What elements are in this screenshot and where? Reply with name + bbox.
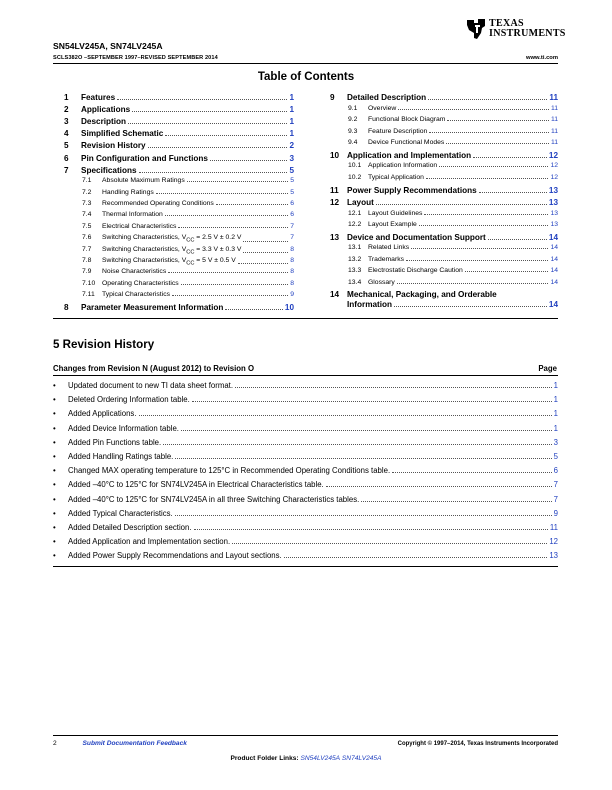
toc-leader-dots: [181, 283, 289, 285]
leader-dots: [194, 528, 548, 530]
toc-entry-page[interactable]: 13: [548, 185, 558, 195]
change-item: [53, 381, 558, 390]
logo-wordmark: [489, 19, 566, 39]
toc-entry[interactable]: [348, 162, 558, 169]
toc-entry-label: Functional Block Diagram: [368, 116, 446, 124]
change-item: [53, 409, 558, 418]
change-page-link[interactable]: 1: [553, 381, 558, 390]
document-title: SN54LV245A, SN74LV245A: [53, 41, 163, 51]
toc-entry[interactable]: [330, 290, 558, 299]
toc-leader-dots: [429, 131, 549, 133]
change-text: Deleted Ordering Information table.: [68, 395, 190, 405]
toc-entry-number: 13.3: [348, 267, 362, 275]
toc-entry[interactable]: [64, 105, 294, 114]
toc-entry-label: Thermal Information: [102, 211, 163, 219]
leader-dots: [192, 400, 552, 402]
toc-entry-number: 13.2: [348, 255, 362, 263]
change-page-link[interactable]: 7: [553, 480, 558, 490]
toc-entry-number: 9.3: [348, 127, 358, 135]
toc-entry-number: 7.2: [82, 188, 92, 196]
toc-entry-page[interactable]: 3: [289, 153, 294, 163]
logo-line-2: INSTRUMENTS: [489, 28, 566, 39]
toc-entry-number: 7.4: [82, 211, 92, 219]
toc-entry-page[interactable]: 6: [290, 211, 294, 219]
toc-entry-page[interactable]: 1: [289, 117, 294, 127]
toc-entry-number: 7.9: [82, 268, 92, 276]
toc-entry[interactable]: [64, 129, 294, 138]
leader-dots: [284, 556, 548, 558]
toc-entry-page[interactable]: 2: [289, 141, 294, 151]
toc-entry-page[interactable]: 8: [290, 256, 294, 264]
toc-entry[interactable]: [82, 223, 294, 230]
toc-entry-label: Description: [81, 117, 127, 127]
toc-entry-page[interactable]: 12: [550, 173, 558, 181]
changes-top-rule: [53, 375, 558, 376]
toc-entry-label: Related Links: [368, 244, 410, 252]
toc-entry-page[interactable]: 8: [290, 279, 294, 287]
toc-entry-label: Electrical Characteristics: [102, 222, 177, 230]
toc-entry[interactable]: [348, 105, 558, 112]
toc-leader-dots: [397, 282, 549, 284]
change-page-link[interactable]: 5: [553, 452, 558, 461]
change-page-link[interactable]: 6: [553, 466, 558, 476]
toc-entry-page[interactable]: 11: [550, 116, 558, 124]
toc-entry-page[interactable]: 6: [290, 200, 294, 208]
feedback-link[interactable]: Submit Documentation Feedback: [82, 740, 187, 747]
toc-entry-number: 9.2: [348, 116, 358, 124]
toc-entry-number: 2: [64, 105, 69, 115]
leader-dots: [181, 429, 552, 431]
toc-entry-page[interactable]: 14: [550, 244, 558, 252]
toc-leader-dots: [394, 305, 547, 307]
ti-logo[interactable]: [465, 17, 566, 43]
change-text: Added Detailed Description section.: [68, 523, 192, 532]
toc-entry-number: 7.5: [82, 222, 92, 230]
change-text: Added Pin Functions table.: [68, 437, 162, 447]
toc-entry[interactable]: [82, 200, 294, 207]
change-text: Changed MAX operating temperature to 125°C in Recommended Operating Conditions table.: [68, 466, 391, 476]
toc-entry-page[interactable]: 5: [289, 165, 294, 175]
toc-entry-number: 7.3: [82, 200, 92, 208]
change-page-link[interactable]: 9: [553, 508, 558, 518]
toc-entry-page[interactable]: 5: [290, 188, 294, 196]
toc-entry-number: 5: [64, 141, 69, 151]
change-item: [53, 466, 558, 475]
toc-entry-label: Features: [81, 93, 116, 102]
toc-entry-label: Device Functional Modes: [368, 138, 445, 146]
toc-leader-dots: [210, 159, 288, 161]
toc-leader-dots: [165, 134, 287, 136]
toc-entry-page[interactable]: 14: [548, 232, 558, 242]
toc-entry-page[interactable]: 14: [550, 255, 558, 263]
toc-entry[interactable]: [82, 211, 294, 218]
toc-entry-label: Absolute Maximum Ratings: [102, 177, 185, 185]
website-link[interactable]: www.ti.com: [526, 55, 558, 61]
toc-entry-label: Typical Application: [368, 173, 424, 181]
change-item: [53, 452, 558, 461]
bullet-icon: •: [53, 537, 56, 547]
header-rule: [53, 63, 558, 64]
change-page-link[interactable]: 1: [553, 423, 558, 433]
change-text: Updated document to new TI data sheet format.: [68, 381, 233, 390]
toc-entry-label: Electrostatic Discharge Caution: [368, 267, 463, 275]
toc-entry-label: Pin Configuration and Functions: [81, 153, 208, 163]
toc-entry-number: 8: [64, 302, 69, 312]
toc-entry-label: Applications: [81, 105, 131, 115]
toc-entry[interactable]: [82, 291, 294, 298]
toc-leader-dots: [187, 180, 288, 182]
toc-leader-dots: [243, 240, 288, 242]
toc-entry[interactable]: [348, 174, 558, 181]
toc-entry-number: 7.6: [82, 234, 92, 242]
toc-entry-page[interactable]: 9: [290, 290, 294, 298]
change-page-link[interactable]: 1: [553, 409, 558, 419]
toc-entry-page[interactable]: 5: [290, 177, 294, 185]
toc-entry-number: 12.2: [348, 220, 362, 228]
toc-entry-label: Typical Characteristics: [102, 290, 170, 298]
toc-entry[interactable]: [64, 93, 294, 102]
change-text: Added Application and Implementation section.: [68, 537, 231, 547]
bullet-icon: •: [53, 480, 56, 490]
toc-leader-dots: [238, 262, 288, 264]
change-page-link[interactable]: 13: [549, 551, 558, 561]
toc-entry[interactable]: [330, 93, 558, 102]
bullet-icon: •: [53, 523, 56, 532]
toc-entry-label: Information: [347, 300, 393, 310]
leader-dots: [232, 542, 547, 544]
bullet-icon: •: [53, 508, 56, 518]
leader-dots: [361, 500, 551, 502]
toc-entry-label: Switching Characteristics, $V_{CC} = 3.3$ V ± 0.3 V: [102, 245, 242, 255]
toc-entry[interactable]: [348, 267, 558, 274]
change-item: [53, 523, 558, 532]
toc-entry-continuation[interactable]: [347, 300, 558, 309]
toc-entry-page[interactable]: 12: [550, 162, 558, 170]
change-text: Added Applications.: [68, 409, 137, 419]
toc-entry-number: 7.7: [82, 245, 92, 253]
toc-entry-page[interactable]: 13: [550, 220, 558, 228]
toc-entry-number: 3: [64, 117, 69, 127]
toc-entry-label: Specifications: [81, 165, 137, 175]
toc-entry[interactable]: [348, 139, 558, 146]
change-page-link[interactable]: 3: [553, 437, 558, 447]
toc-entry-label: Layout Example: [368, 220, 417, 228]
toc-entry[interactable]: [330, 186, 558, 195]
toc-leader-dots: [419, 224, 549, 226]
ti-state-logo-icon: [465, 17, 487, 41]
toc-entry[interactable]: [348, 279, 558, 286]
toc-entry-page[interactable]: 10: [284, 302, 294, 312]
toc-entry[interactable]: [82, 268, 294, 275]
changes-bottom-rule: [53, 566, 558, 567]
change-text: Added Device Information table.: [68, 423, 179, 433]
product-link-sn54lv245a[interactable]: SN54LV245A: [300, 755, 341, 762]
toc-entry-label: Mechanical, Packaging, and Orderable: [347, 290, 497, 300]
copyright: Copyright © 1997–2014, Texas Instruments Incorporated: [397, 741, 558, 747]
toc-entry-page[interactable]: 11: [550, 127, 558, 135]
toc-entry-page[interactable]: 7: [290, 234, 294, 242]
toc-leader-dots: [225, 308, 282, 310]
bullet-icon: •: [53, 452, 56, 461]
change-item: [53, 480, 558, 489]
toc-entry[interactable]: [64, 117, 294, 126]
toc-entry[interactable]: [64, 303, 294, 312]
bullet-icon: •: [53, 551, 56, 561]
toc-leader-dots: [165, 214, 288, 216]
leader-dots: [175, 514, 552, 516]
toc-entry-label: Power Supply Recommendations: [347, 185, 477, 195]
leader-dots: [235, 386, 552, 388]
toc-entry-label: Application Information: [368, 162, 438, 170]
toc-entry[interactable]: [64, 141, 294, 150]
leader-dots: [163, 443, 551, 445]
bullet-icon: •: [53, 423, 56, 433]
leader-dots: [326, 485, 552, 487]
toc-entry-number: 7.10: [82, 279, 96, 287]
leader-dots: [175, 457, 551, 459]
toc-entry-label: Recommended Operating Conditions: [102, 200, 214, 208]
toc-leader-dots: [172, 294, 288, 296]
toc-entry-number: 12.1: [348, 209, 362, 217]
change-page-link[interactable]: 11: [549, 523, 558, 532]
toc-entry-label: Feature Description: [368, 127, 428, 135]
toc-entry-label: Operating Characteristics: [102, 279, 179, 287]
toc-entry[interactable]: [82, 257, 294, 266]
toc-leader-dots: [488, 238, 547, 240]
toc-entry[interactable]: [82, 189, 294, 196]
change-text: Added Handling Ratings table.: [68, 452, 174, 461]
toc-leader-dots: [117, 98, 287, 100]
product-links-label: Product Folder Links:: [230, 755, 299, 762]
toc-entry-number: 11: [330, 185, 339, 195]
toc-entry-label: Switching Characteristics, $V_{CC} = 5$ V ± 0.5 V: [102, 256, 236, 267]
toc-leader-dots: [428, 98, 547, 100]
toc-entry-label: Trademarks: [368, 255, 405, 263]
toc-entry-label: Device and Documentation Support: [347, 232, 486, 242]
toc-leader-dots: [168, 271, 288, 273]
footer-left: [53, 740, 187, 747]
change-item: [53, 551, 558, 560]
toc-entry-label: Revision History: [81, 141, 146, 151]
toc-leader-dots: [148, 146, 288, 148]
toc-entry-number: 4: [64, 129, 69, 139]
toc-entry[interactable]: [64, 154, 294, 163]
toc-entry-page[interactable]: 13: [550, 209, 558, 217]
toc-leader-dots: [156, 192, 288, 194]
toc-entry-number: 9.1: [348, 104, 358, 112]
toc-entry[interactable]: [64, 166, 294, 175]
toc-leader-dots: [406, 259, 548, 261]
toc-leader-dots: [139, 171, 288, 173]
toc-entry-number: 1: [64, 93, 69, 102]
toc-entry[interactable]: [330, 151, 558, 160]
change-text: Added –40°C to 125°C for SN74LV245A in all three Switching Characteristics tables.: [68, 494, 360, 504]
revision-history-title: 5 Revision History: [53, 338, 155, 351]
toc-entry-page[interactable]: 1: [289, 129, 294, 139]
toc-entry-label: Detailed Description: [347, 93, 427, 102]
toc-entry[interactable]: [82, 234, 294, 243]
toc-entry-number: 12: [330, 197, 340, 207]
toc-entry-label: Noise Characteristics: [102, 268, 167, 276]
bullet-icon: •: [53, 409, 56, 419]
toc-entry-page[interactable]: 11: [549, 93, 558, 102]
toc-entry-label: Layout Guidelines: [368, 209, 423, 217]
page-column-heading: Page: [538, 364, 557, 373]
toc-leader-dots: [439, 165, 548, 167]
toc-entry-number: 9.4: [348, 138, 358, 146]
toc-entry-page[interactable]: 11: [550, 138, 558, 146]
bullet-icon: •: [53, 381, 56, 390]
toc-entry-label: Simplified Schematic: [81, 129, 164, 139]
toc-entry-page[interactable]: 14: [550, 278, 558, 286]
toc-leader-dots: [132, 110, 287, 112]
bullet-icon: •: [53, 466, 56, 476]
change-text: Added –40°C to 125°C for SN74LV245A in Electrical Characteristics table.: [68, 480, 324, 490]
toc-entry-number: 7: [64, 165, 69, 175]
toc-leader-dots: [479, 191, 547, 193]
toc-title: Table of Contents: [257, 71, 355, 83]
change-text: Added Typical Characteristics.: [68, 508, 173, 518]
toc-leader-dots: [424, 213, 548, 215]
toc-leader-dots: [243, 251, 288, 253]
leader-dots: [392, 471, 552, 473]
toc-entry-page[interactable]: 14: [548, 300, 558, 310]
change-page-link[interactable]: 7: [553, 494, 558, 504]
toc-entry-page[interactable]: 7: [290, 222, 294, 230]
toc-leader-dots: [465, 270, 549, 272]
toc-entry-page[interactable]: 8: [290, 245, 294, 253]
product-folder-links: [0, 755, 612, 762]
toc-leader-dots: [473, 156, 547, 158]
toc-leader-dots: [128, 122, 287, 124]
toc-entry-number: 10.2: [348, 173, 362, 181]
changes-heading: Changes from Revision N (August 2012) to Revision O: [53, 364, 255, 373]
bullet-icon: •: [53, 395, 56, 405]
toc-entry-label: Overview: [368, 104, 397, 112]
toc-entry-label: Parameter Measurement Information: [81, 302, 224, 312]
toc-entry-label: Glossary: [368, 278, 395, 286]
toc-entry-page[interactable]: 1: [289, 105, 294, 115]
toc-entry-number: 6: [64, 153, 69, 163]
toc-entry-number: 14: [330, 290, 340, 300]
product-link-sn74lv245a[interactable]: SN74LV245A: [341, 755, 382, 762]
change-item: [53, 438, 558, 447]
change-page-link[interactable]: 12: [549, 537, 558, 547]
toc-entry-label: Layout: [347, 197, 374, 207]
toc-bottom-rule: [53, 318, 558, 319]
toc-entry-page[interactable]: 11: [550, 104, 558, 112]
change-item: [53, 537, 558, 546]
toc-entry-number: 9: [330, 93, 335, 102]
toc-leader-dots: [447, 119, 548, 121]
toc-entry[interactable]: [348, 116, 558, 123]
toc-entry-number: 7.11: [82, 290, 95, 298]
toc-entry-number: 13.4: [348, 278, 362, 286]
leader-dots: [139, 414, 552, 416]
toc-leader-dots: [376, 203, 547, 205]
toc-leader-dots: [178, 226, 288, 228]
toc-entry-page[interactable]: 13: [548, 197, 558, 207]
toc-leader-dots: [398, 108, 549, 110]
toc-entry[interactable]: [348, 128, 558, 135]
toc-entry-number: 13: [330, 232, 340, 242]
toc-entry-label: Handling Ratings: [102, 188, 154, 196]
toc-entry-page[interactable]: 1: [289, 93, 294, 102]
toc-entry[interactable]: [348, 210, 558, 217]
toc-entry[interactable]: [330, 198, 558, 207]
change-item: [53, 509, 558, 518]
toc-entry-label: Application and Implementation: [347, 150, 472, 160]
toc-entry-number: 7.1: [82, 177, 92, 185]
toc-entry[interactable]: [82, 280, 294, 287]
toc-leader-dots: [426, 177, 549, 179]
logo-line-1: TEXAS: [489, 18, 524, 29]
toc-entry[interactable]: [348, 256, 558, 263]
change-item: [53, 424, 558, 433]
change-page-link[interactable]: 1: [553, 395, 558, 405]
bullet-icon: •: [53, 437, 56, 447]
toc-entry[interactable]: [330, 233, 558, 242]
document-id: SCLS382O –SEPTEMBER 1997–REVISED SEPTEMBER 2014: [53, 55, 218, 61]
change-item: [53, 495, 558, 504]
toc-leader-dots: [411, 247, 548, 249]
page-number: 2: [53, 740, 57, 747]
toc-entry-number: 10: [330, 150, 340, 160]
bullet-icon: •: [53, 494, 56, 504]
toc-leader-dots: [446, 142, 549, 144]
footer-rule: [53, 735, 558, 736]
toc-entry[interactable]: [348, 221, 558, 228]
toc-entry-number: 7.8: [82, 256, 92, 264]
toc-entry[interactable]: [82, 246, 294, 255]
toc-entry[interactable]: [348, 244, 558, 251]
toc-entry[interactable]: [82, 177, 294, 184]
toc-entry-page[interactable]: 8: [290, 268, 294, 276]
toc-entry-label: Switching Characteristics, $V_{CC} = 2.5$ V ± 0.2 V: [102, 234, 242, 244]
change-text: Added Power Supply Recommendations and Layout sections.: [68, 551, 282, 561]
toc-entry-page[interactable]: 14: [550, 267, 558, 275]
toc-entry-page[interactable]: 12: [548, 150, 558, 160]
toc-entry-number: 13.1: [348, 244, 362, 252]
toc-leader-dots: [216, 203, 288, 205]
change-item: [53, 395, 558, 404]
toc-entry-number: 10.1: [348, 162, 362, 170]
